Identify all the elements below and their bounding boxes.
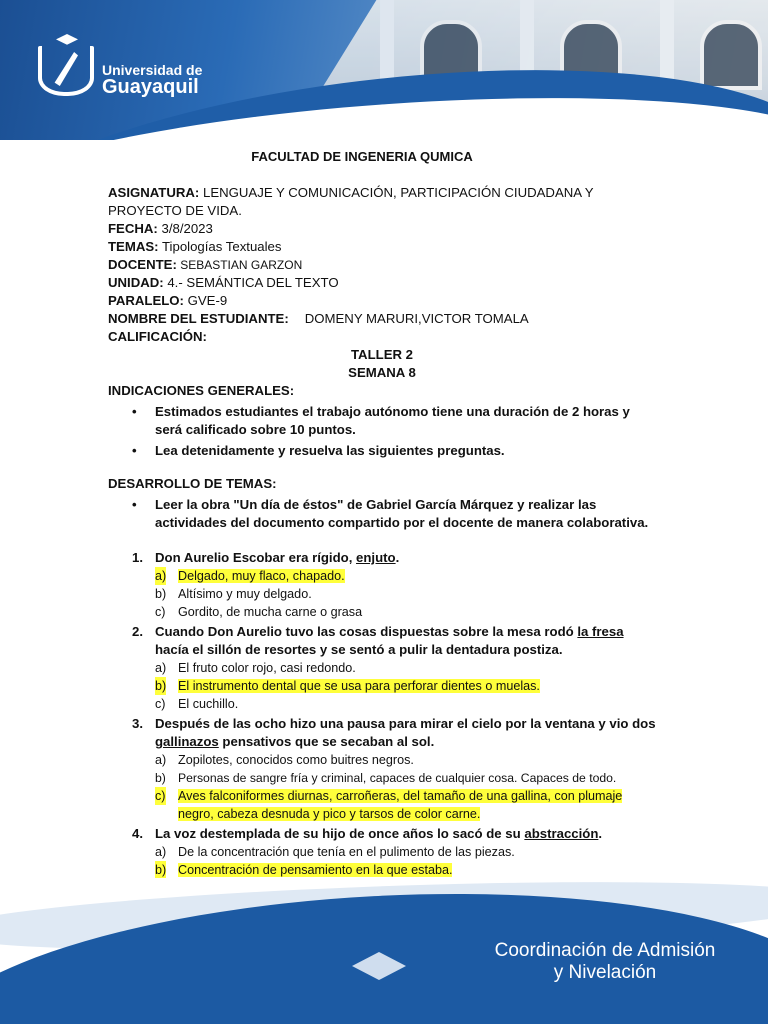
question-1 [108, 549, 656, 567]
option-text: Delgado, muy flaco, chapado. [178, 569, 345, 583]
footer-banner [0, 878, 768, 1024]
field-label: PARALELO: [108, 293, 184, 308]
option-letter: a) [155, 753, 167, 767]
option-3a [108, 751, 656, 769]
question-number: 2. [132, 624, 143, 639]
option-text: Zopilotes, conocidos como buitres negros. [178, 753, 414, 767]
option-letter: c) [155, 605, 166, 619]
question-text: Cuando Don Aurelio tuvo las cosas dispuestas sobre la mesa rodó [155, 624, 578, 639]
question-number: 1. [132, 550, 143, 565]
taller-title: TALLER 2 [350, 347, 414, 362]
option-letter: c) [155, 789, 166, 803]
field-value: 3/8/2023 [157, 221, 213, 236]
question-3 [108, 715, 656, 751]
option-letter: b) [155, 863, 167, 877]
question-term: enjuto [356, 550, 396, 565]
option-1c [108, 603, 656, 621]
option-1b [108, 585, 656, 603]
desarrollo-title: DESARROLLO DE TEMAS: [108, 476, 277, 491]
question-4 [108, 825, 656, 843]
logo-text-line2: Guayaquil [102, 76, 199, 98]
question-text: La voz destemplada de su hijo de once años lo sacó de su [155, 826, 525, 841]
semana-title: SEMANA 8 [348, 365, 416, 380]
field-label: ASIGNATURA: [108, 185, 200, 200]
desarrollo-item: • Leer la obra "Un día de éstos" de Gabriel García Márquez y realizar las actividades del documento compartido por el docente de manera colaborativa. [108, 496, 656, 532]
option-1a [108, 567, 656, 585]
option-2b [108, 677, 656, 695]
field-label: DOCENTE: [108, 257, 177, 272]
document-body [108, 148, 656, 897]
indicacion-item: • Estimados estudiantes el trabajo autónomo tiene una duración de 2 horas y será calificado sobre 10 puntos. [108, 403, 656, 439]
field-unidad [108, 274, 656, 292]
field-label: FECHA: [108, 221, 158, 236]
field-value: DOMENY MARURI,VICTOR TOMALA [304, 311, 529, 326]
field-calificacion: CALIFICACIÓN: [108, 329, 207, 344]
graduation-cap-icon [56, 34, 78, 46]
field-estudiante [108, 310, 656, 328]
option-text: De la concentración que tenía en el pulimento de las piezas. [178, 845, 515, 859]
faculty-title: FACULTAD DE INGENERIA QUMICA [251, 149, 473, 164]
field-value: SEBASTIAN GARZON [176, 258, 303, 272]
question-text: Don Aurelio Escobar era rígido, [155, 550, 357, 565]
question-text-end: pensativos que se secaban al sol. [218, 734, 435, 749]
option-text: Concentración de pensamiento en la que estaba. [178, 863, 453, 877]
option-letter: a) [155, 845, 167, 859]
field-value: 4.- SEMÁNTICA DEL TEXTO [163, 275, 339, 290]
field-value: LENGUAJE Y COMUNICACIÓN, PARTICIPACIÓN CIUDADANA Y PROYECTO DE VIDA. [108, 185, 594, 218]
option-text: Altísimo y muy delgado. [178, 587, 312, 601]
option-letter: c) [155, 697, 166, 711]
indicaciones-title: INDICACIONES GENERALES: [108, 383, 295, 398]
option-letter: b) [155, 771, 166, 785]
question-text-end: . [598, 826, 603, 841]
header-banner [0, 0, 768, 140]
question-term: gallinazos [155, 734, 219, 749]
option-4a [108, 843, 656, 861]
question-term: abstracción [524, 826, 599, 841]
option-letter: a) [155, 661, 167, 675]
question-term: la fresa [577, 624, 624, 639]
option-2a [108, 659, 656, 677]
indicacion-item: • Lea detenidamente y resuelva las siguientes preguntas. [108, 442, 656, 460]
field-asignatura [108, 184, 656, 220]
option-text: Personas de sangre fría y criminal, capaces de cualquier cosa. Capaces de todo. [178, 771, 617, 785]
option-text: Aves falconiformes diurnas, carroñeras, del tamaño de una gallina, con plumaje negro, cabeza desnuda y pico y tarsos de color carne. [178, 789, 623, 821]
option-2c [108, 695, 656, 713]
field-label: NOMBRE DEL ESTUDIANTE: [108, 311, 289, 326]
option-letter: b) [155, 587, 167, 601]
option-letter: a) [155, 569, 167, 583]
field-fecha [108, 220, 656, 238]
coordination-line1: Coordinación de Admisión [494, 940, 716, 961]
question-number: 3. [132, 716, 143, 731]
option-text: El fruto color rojo, casi redondo. [178, 661, 356, 675]
field-label: UNIDAD: [108, 275, 164, 290]
question-number: 4. [132, 826, 143, 841]
question-text: Después de las ocho hizo una pausa para mirar el cielo por la ventana y vio dos [155, 716, 656, 731]
coordination-line2: y Nivelación [553, 962, 657, 983]
option-4b [108, 861, 656, 879]
option-text: El instrumento dental que se usa para perforar dientes o muelas. [178, 679, 540, 693]
coordination-label [470, 940, 740, 984]
field-docente [108, 256, 656, 274]
field-paralelo [108, 292, 656, 310]
option-text: El cuchillo. [178, 697, 239, 711]
question-2 [108, 623, 656, 659]
logo-text-line1: Universidad de [102, 62, 203, 78]
option-letter: b) [155, 679, 167, 693]
option-text: Gordito, de mucha carne o grasa [178, 605, 363, 619]
university-logo [38, 34, 218, 102]
question-text-end: . [395, 550, 400, 565]
field-value: GVE-9 [183, 293, 228, 308]
field-label: TEMAS: [108, 239, 159, 254]
field-value: Tipologías Textuales [158, 239, 282, 254]
field-temas [108, 238, 656, 256]
option-3c [108, 787, 656, 823]
option-3b [108, 769, 656, 787]
question-text-end: hacía el sillón de resortes y se sentó a pulir la dentadura postiza. [155, 642, 563, 657]
building-window [700, 20, 762, 90]
